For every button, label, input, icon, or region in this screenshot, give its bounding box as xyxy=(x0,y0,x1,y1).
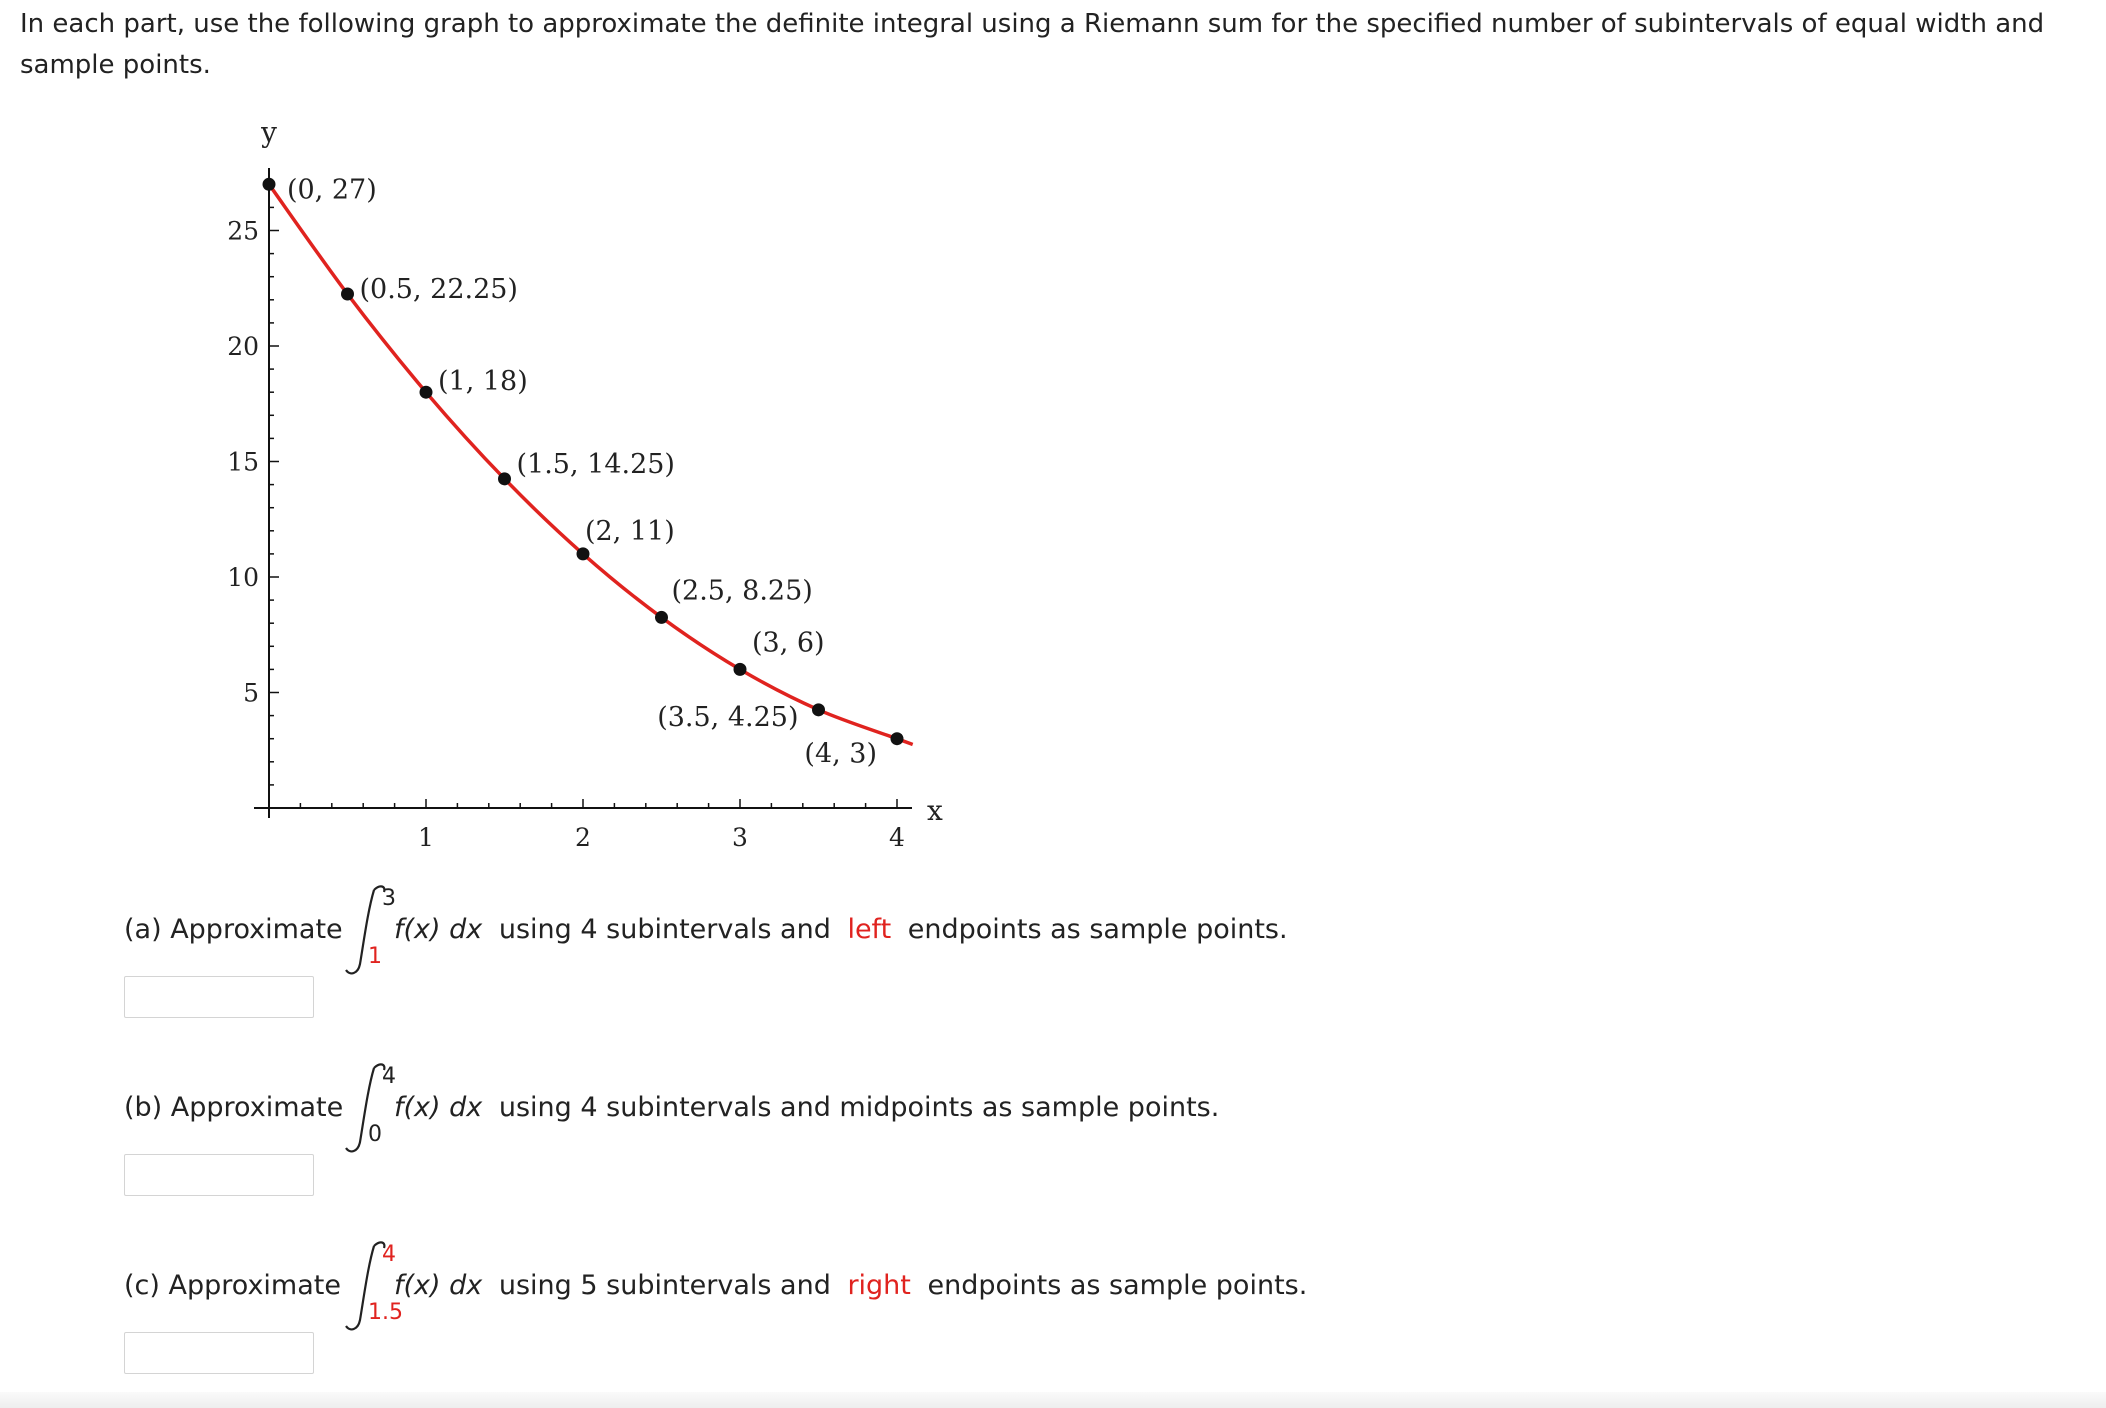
y-tick-label: 10 xyxy=(227,563,259,592)
data-point xyxy=(734,663,747,676)
part-a-lower-limit: 1 xyxy=(368,944,382,969)
data-point xyxy=(263,178,276,191)
part-a-highlight: left xyxy=(847,914,892,945)
part-a-label: (a) Approximate xyxy=(124,914,343,945)
y-tick-label: 15 xyxy=(227,447,259,477)
x-tick-label: 3 xyxy=(732,823,748,852)
part-a-integrand: f(x) dx xyxy=(394,914,483,945)
y-axis-label: y xyxy=(261,116,277,149)
point-label: (1.5, 14.25) xyxy=(516,448,675,480)
data-point xyxy=(891,732,904,745)
point-label: (1, 18) xyxy=(438,366,528,398)
part-c-label: (c) Approximate xyxy=(124,1270,341,1301)
part-b-text xyxy=(394,1094,1219,1121)
part-c-text-after: endpoints as sample points. xyxy=(927,1270,1308,1301)
y-tick-label: 25 xyxy=(227,216,259,246)
y-tick-label: 20 xyxy=(227,332,259,361)
x-tick-label: 1 xyxy=(418,823,434,852)
x-tick-label: 4 xyxy=(889,823,905,852)
data-point xyxy=(498,472,511,485)
x-tick-label: 2 xyxy=(575,823,591,852)
part-a-text-after: endpoints as sample points. xyxy=(907,914,1288,945)
problem-statement: In each part, use the following graph to approximate the definite integral using a Riemann sum for the specified number of subintervals of equal width and sample points. xyxy=(20,9,2045,80)
data-point xyxy=(341,288,354,301)
part-a-text xyxy=(394,916,1288,943)
part-c-upper-limit: 4 xyxy=(382,1242,396,1267)
y-tick-label: 5 xyxy=(243,678,259,708)
part-b-label: (b) Approximate xyxy=(124,1092,344,1123)
part-b-answer-input[interactable] xyxy=(124,1154,314,1196)
part-b-lower-limit: 0 xyxy=(368,1122,382,1147)
point-label: (0.5, 22.25) xyxy=(359,274,518,306)
page-bottom-edge xyxy=(0,1392,2106,1408)
point-label: (2.5, 8.25) xyxy=(671,575,813,607)
data-point xyxy=(420,386,433,399)
part-c-highlight: right xyxy=(847,1270,911,1301)
data-point xyxy=(655,611,668,624)
data-point xyxy=(812,703,825,716)
part-a-upper-limit: 3 xyxy=(382,886,396,911)
x-axis-label: x xyxy=(927,794,943,827)
part-b-text-before: using 4 subintervals and midpoints as sample points. xyxy=(498,1092,1220,1123)
point-label: (3.5, 4.25) xyxy=(657,701,799,733)
part-a-text-before: using 4 subintervals and xyxy=(498,914,831,945)
part-c-text-before: using 5 subintervals and xyxy=(498,1270,831,1301)
point-label: (2, 11) xyxy=(585,515,675,547)
part-c-lower-limit: 1.5 xyxy=(368,1300,403,1325)
point-label: (3, 6) xyxy=(752,627,825,659)
data-point xyxy=(577,547,590,560)
part-a-answer-input[interactable] xyxy=(124,976,314,1018)
part-c-answer-input[interactable] xyxy=(124,1332,314,1374)
point-label: (4, 3) xyxy=(804,738,877,770)
part-b-integrand: f(x) dx xyxy=(394,1092,483,1123)
point-label: (0, 27) xyxy=(287,174,377,206)
point-labels xyxy=(287,174,877,769)
part-b-upper-limit: 4 xyxy=(382,1064,396,1089)
part-c-text xyxy=(394,1272,1307,1299)
part-c-integrand: f(x) dx xyxy=(394,1270,483,1301)
